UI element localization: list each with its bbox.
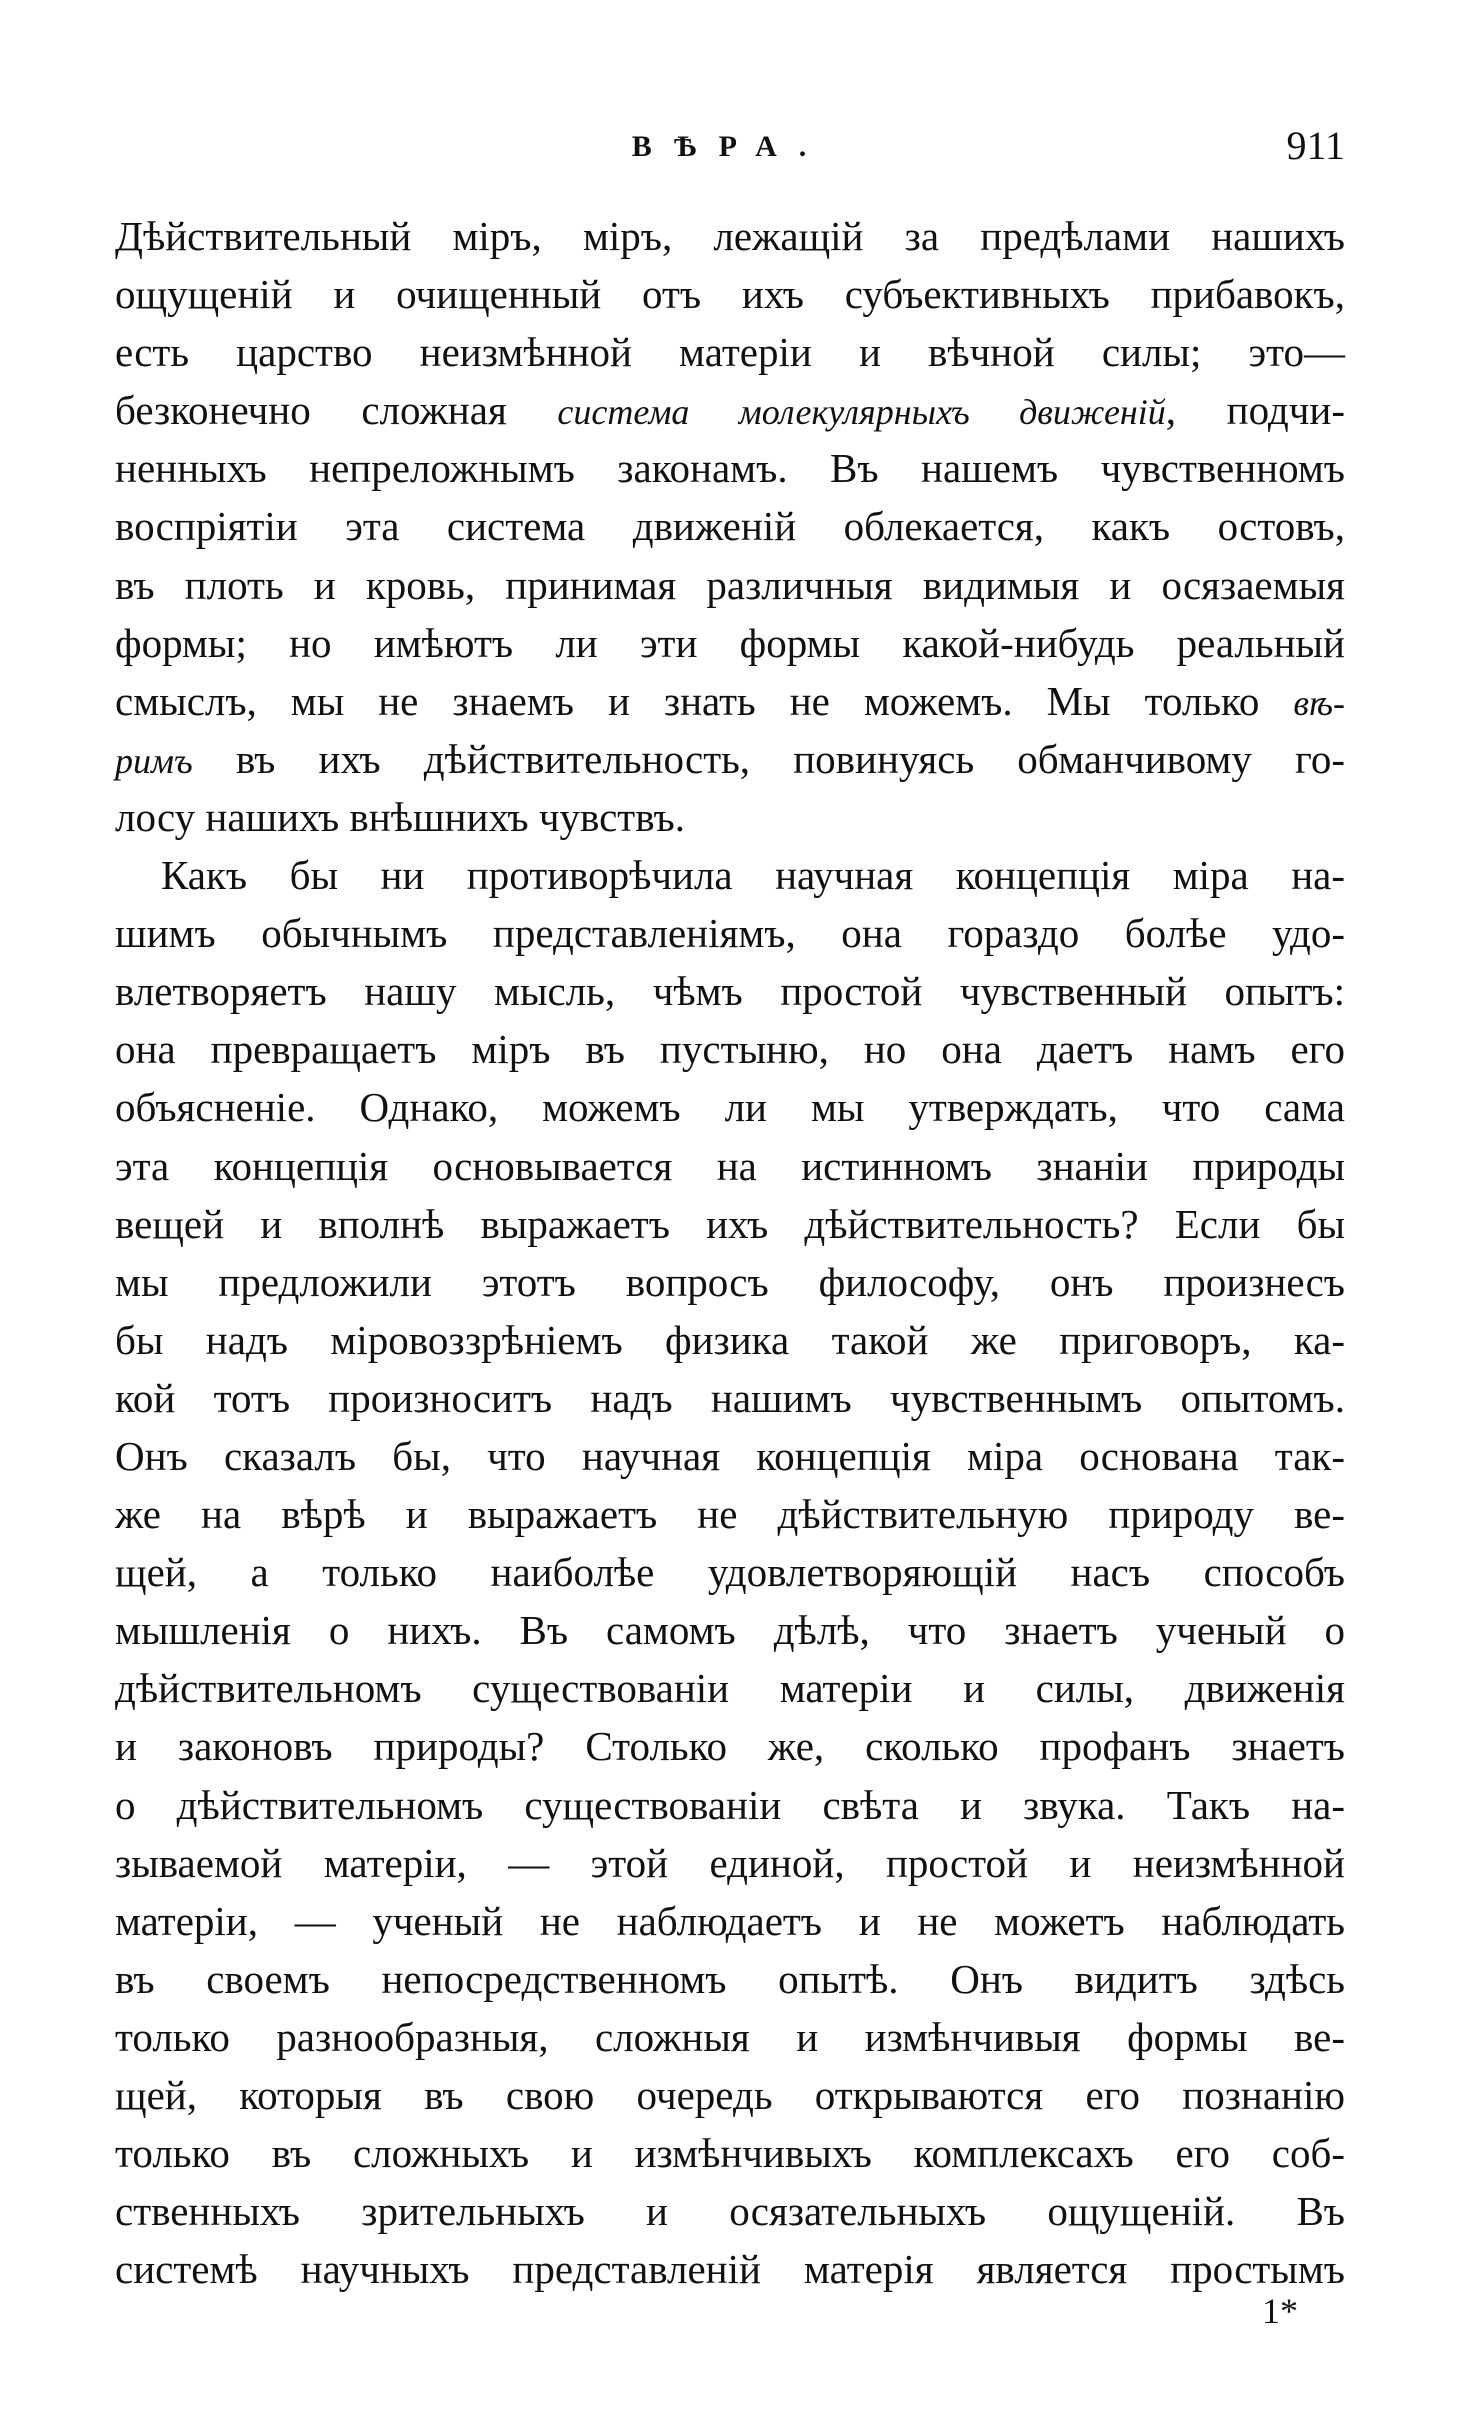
- text-line: [115, 265, 1345, 323]
- text-line: [115, 556, 1345, 614]
- text-segment: въ своемъ непосредственномъ опытѣ. Онъ видитъ здѣсь: [115, 1955, 1345, 2002]
- text-segment: кой тотъ произноситъ надъ нашимъ чувственнымъ опытомъ.: [115, 1374, 1345, 1421]
- text-line: [115, 2008, 1345, 2066]
- text-line: [115, 1543, 1345, 1601]
- text-line: [115, 2240, 1345, 2298]
- text-segment: ственныхъ зрительныхъ и осязательныхъ ощущеній. Въ: [115, 2188, 1345, 2235]
- text-segment: лосу нашихъ внѣшнихъ чувствъ.: [115, 793, 685, 840]
- text-line: [115, 1427, 1345, 1485]
- text-segment: въ плоть и кровь, принимая различныя видимыя и осязаемыя: [115, 561, 1345, 608]
- text-line: [115, 1137, 1345, 1195]
- signature-mark: 1*: [1262, 2291, 1298, 2331]
- text-line: [115, 1659, 1345, 1717]
- running-title: ВѢРА.: [631, 130, 829, 163]
- text-segment: только въ сложныхъ и измѣнчивыхъ комплексахъ его соб-: [115, 2130, 1345, 2177]
- text-line: [115, 1311, 1345, 1369]
- text-line: [115, 381, 1345, 439]
- text-segment: и законовъ природы? Столько же, сколько профанъ знаетъ: [115, 1723, 1345, 1770]
- text-line: [115, 2124, 1345, 2182]
- text-line: [115, 1892, 1345, 1950]
- text-line: [115, 1195, 1345, 1253]
- text-segment: матеріи, — ученый не наблюдаетъ и не можетъ наблюдать: [115, 1897, 1345, 1944]
- text-line: [115, 788, 1345, 846]
- text-segment: эта концепція основывается на истинномъ знаніи природы: [115, 1142, 1345, 1189]
- text-line: [115, 1776, 1345, 1834]
- text-line: [115, 962, 1345, 1020]
- italic-text: вѣ-: [1293, 682, 1345, 723]
- text-line: [115, 730, 1345, 788]
- text-segment: воспріятіи эта система движеній облекается, какъ остовъ,: [115, 503, 1345, 550]
- text-line: [115, 323, 1345, 381]
- text-line: [115, 1601, 1345, 1659]
- italic-text: система молекулярныхъ движеній: [557, 392, 1166, 433]
- text-segment: же на вѣрѣ и выражаетъ не дѣйствительную природу ве-: [115, 1491, 1345, 1538]
- text-segment: смыслъ, мы не знаемъ и знать не можемъ. Мы только: [115, 677, 1294, 724]
- text-segment: зываемой матеріи, — этой единой, простой и неизмѣнной: [115, 1839, 1345, 1886]
- text-segment: дѣйствительномъ существованіи матеріи и силы, движенія: [115, 1665, 1345, 1712]
- text-line: [115, 1253, 1345, 1311]
- text-line: [115, 497, 1345, 555]
- text-line: [115, 2182, 1345, 2240]
- body-text: [115, 207, 1345, 2298]
- text-segment: , подчи-: [1165, 387, 1345, 434]
- text-line: [115, 904, 1345, 962]
- text-segment: есть царство неизмѣнной матеріи и вѣчной силы; это—: [115, 329, 1345, 376]
- text-segment: въ ихъ дѣйствительность, повинуясь обманчивому го-: [192, 735, 1345, 782]
- text-segment: влетворяетъ нашу мысль, чѣмъ простой чувственный опытъ:: [115, 968, 1345, 1015]
- paragraph: [115, 846, 1345, 2298]
- text-segment: шимъ обычнымъ представленіямъ, она гораздо болѣе удо-: [115, 910, 1345, 957]
- text-line: [115, 1950, 1345, 2008]
- text-segment: мышленія о нихъ. Въ самомъ дѣлѣ, что знаетъ ученый о: [115, 1607, 1345, 1654]
- text-line: [115, 672, 1345, 730]
- text-line: [115, 1717, 1345, 1775]
- text-segment: системѣ научныхъ представленій матерія является простымъ: [115, 2246, 1345, 2293]
- text-segment: только разнообразныя, сложныя и измѣнчивыя формы ве-: [115, 2013, 1345, 2060]
- text-line: [115, 439, 1345, 497]
- text-line: [115, 846, 1345, 904]
- text-segment: бы надъ міровоззрѣніемъ физика такой же приговоръ, ка-: [115, 1316, 1345, 1363]
- text-line: [115, 1020, 1345, 1078]
- text-segment: она превращаетъ міръ въ пустыню, но она даетъ намъ его: [115, 1026, 1345, 1073]
- page-header: [115, 118, 1345, 174]
- text-segment: Онъ сказалъ бы, что научная концепція міра основана так-: [115, 1432, 1345, 1479]
- text-segment: формы; но имѣютъ ли эти формы какой-нибудь реальный: [115, 619, 1345, 666]
- text-segment: вещей и вполнѣ выражаетъ ихъ дѣйствительность? Если бы: [115, 1200, 1345, 1247]
- text-segment: ощущеній и очищенный отъ ихъ субъективныхъ прибавокъ,: [115, 271, 1345, 318]
- text-segment: щей, которыя въ свою очередь открываются его познанію: [115, 2072, 1345, 2118]
- text-segment: Какъ бы ни противорѣчила научная концепція міра на-: [161, 852, 1345, 899]
- text-segment: щей, а только наиболѣе удовлетворяющій насъ способъ: [115, 1549, 1345, 1596]
- text-line: [115, 1369, 1345, 1427]
- text-segment: мы предложили этотъ вопросъ философу, онъ произнесъ: [115, 1258, 1345, 1305]
- text-segment: ненныхъ непреложнымъ законамъ. Въ нашемъ чувственномъ: [115, 445, 1345, 492]
- text-line: [115, 1834, 1345, 1892]
- page-number: 911: [1286, 123, 1345, 168]
- text-line: [115, 614, 1345, 672]
- text-segment: Дѣйствительный міръ, міръ, лежащій за предѣлами нашихъ: [115, 213, 1345, 259]
- text-line: [115, 1078, 1345, 1136]
- text-segment: объясненіе. Однако, можемъ ли мы утверждать, что сама: [115, 1084, 1345, 1131]
- text-line: [115, 1485, 1345, 1543]
- text-line: [115, 207, 1345, 265]
- paragraph: [115, 207, 1345, 846]
- text-segment: о дѣйствительномъ существованіи свѣта и звука. Такъ на-: [115, 1781, 1345, 1828]
- italic-text: римъ: [115, 740, 193, 781]
- text-segment: безконечно сложная: [115, 387, 558, 434]
- text-line: [115, 2066, 1345, 2124]
